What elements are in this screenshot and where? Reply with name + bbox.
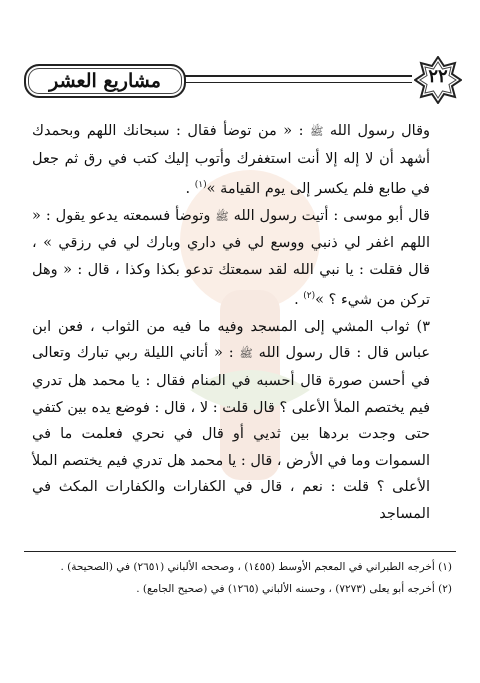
- paragraph-2-body: وتوضأ فسمعته يدعو يقول : « اللهم اغفر لي ذنبي ووسع لي في داري وبارك لي في رزقي » ، قال فقلت : يا نبي الله لقد سمعتك تدعو بكذا وكذا ، قال : « وهل تركن من شيء ؟ »: [32, 207, 430, 309]
- honorific-icon: ﷺ: [310, 125, 324, 138]
- footnotes: [32, 556, 452, 600]
- paragraph-1-intro: وقال رسول الله: [329, 123, 431, 139]
- paragraph-2: [32, 203, 452, 314]
- paragraph-1: [32, 118, 452, 203]
- footnote-ref-1: (١): [194, 180, 207, 191]
- footnote-2: (٢) أخرجه أبو يعلى (٧٢٧٣) ، وحسنه الألباني (١٢٦٥) في (صحيح الجامع) .: [136, 583, 452, 595]
- footnote-1: (١) أخرجه الطبراني في المعجم الأوسط (١٤٥٥) ، وصححه الألباني (٢٦٥١) في (الصحيحة) .: [60, 561, 452, 573]
- footnote-separator: [24, 551, 456, 552]
- header-rule: [184, 75, 412, 83]
- paragraph-3-body: : « أتاني الليلة ربي تبارك وتعالى في أحسن صورة قال أحسبه في المنام فقال : يا محمد هل تدري فيم يختصم الملأ الأعلى ؟ قال قلت : لا ، قال : فوضع يده بين كتفي حتى وجدت بردها بين ثديي أو قال في نحري فعلمت ما في السموات وما في الأرض ، قال : يا محمد هل تدري فيم يختصم الملأ الأعلى ؟ قلت : نعم ، قال في الكفارات والكفارات المكث في المساجد: [32, 345, 430, 522]
- paragraph-2-end: .: [294, 292, 304, 309]
- honorific-icon: ﷺ: [239, 347, 253, 361]
- paragraph-1-end: .: [185, 181, 195, 198]
- title-frame: [24, 64, 186, 98]
- paragraph-2-intro: قال أبو موسى : أتيت رسول الله: [233, 207, 430, 224]
- paragraph-1-body: : « من توضأ فقال : سبحانك اللهم وبحمدك أشهد أن لا إله إلا أنت استغفرك وأتوب إليك كتب في رق ثم جعل في طابع فلم يكسر إلى يوم القيامة »: [32, 123, 430, 198]
- paragraph-3: [32, 314, 452, 528]
- paragraph-3-intro: ٣) ثواب المشي إلى المسجد وفيه ما فيه من الثواب ، فعن ابن عباس قال : قال رسول الله: [32, 318, 431, 362]
- main-text: [32, 118, 452, 528]
- honorific-icon: ﷺ: [215, 209, 229, 223]
- page-title: مشاريع العشر: [49, 70, 161, 92]
- page-number: ٢٢: [428, 66, 448, 87]
- page-header: [24, 60, 464, 100]
- footnote-ref-2: (٢): [303, 291, 316, 302]
